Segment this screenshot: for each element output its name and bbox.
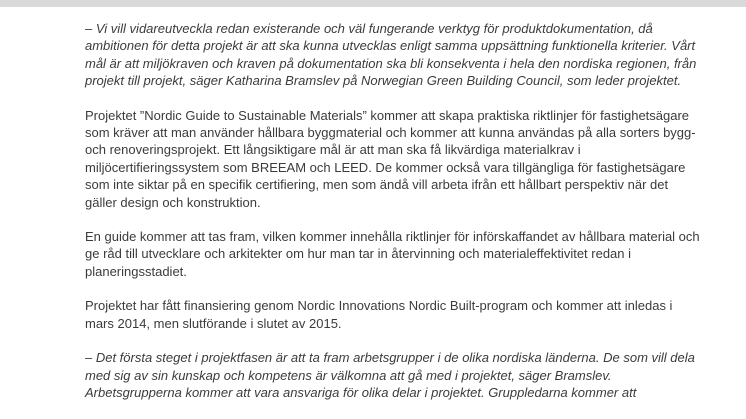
paragraph-quote-bramslev: – Vi vill vidareutveckla redan existerande och väl fungerande verktyg för produktdokumentation, då ambitionen för detta projekt är att ska kunna utvecklas enligt samma uppsättning funktionella kriterier. Vårt mål är att miljökraven och kraven på dokumentation ska bli konsekventa i hela den nordiska regionen, från projekt till projekt, säger Katharina Bramslev på Norwegian Green Building Council, som leder projektet. <box>85 21 697 89</box>
paragraph-quote-workgroups: – Det första steget i projektfasen är att ta fram arbetsgrupper i de olika nordiska länderna. De som vill dela med sig av sin kunskap och kompetens är välkomna att gå med i projektet, säger Bramslev. Arbetsgrupperna kommer att vara ansvariga för olika delar i projektet. Gruppledarna kommer att <box>85 350 695 400</box>
paragraph-project-description: Projektet ”Nordic Guide to Sustainable Materials” kommer att skapa praktiska riktlinjer för fastighetsägare som kräver att man använder hållbara byggmaterial och kommer att kunna användas på alla sorters bygg- och renoveringsprojekt. Ett långsiktigare mål är att man ska få likvärdiga materialkrav i miljöcertifieringssystem som BREEAM och LEED. De kommer också vara tillgängliga för fastighetsägare som inte siktar på en specifik certifiering, men som ändå vill arbeta ifrån ett hållbart perspektiv när det gäller design och konstruktion. <box>85 107 696 210</box>
document-body <box>0 7 746 401</box>
paragraph-guide-description: En guide kommer att tas fram, vilken kommer innehålla riktlinjer för införskaffandet av hållbara material och ge råd till utvecklare och arkitekter om hur man tar in återvinning och materialeffektivitet redan i planeringsstadiet. <box>85 229 700 279</box>
top-divider <box>0 0 746 7</box>
paragraph-funding: Projektet har fått finansiering genom Nordic Innovations Nordic Built-program och kommer att inledas i mars 2014, men slutförande i slutet av 2015. <box>85 298 673 331</box>
